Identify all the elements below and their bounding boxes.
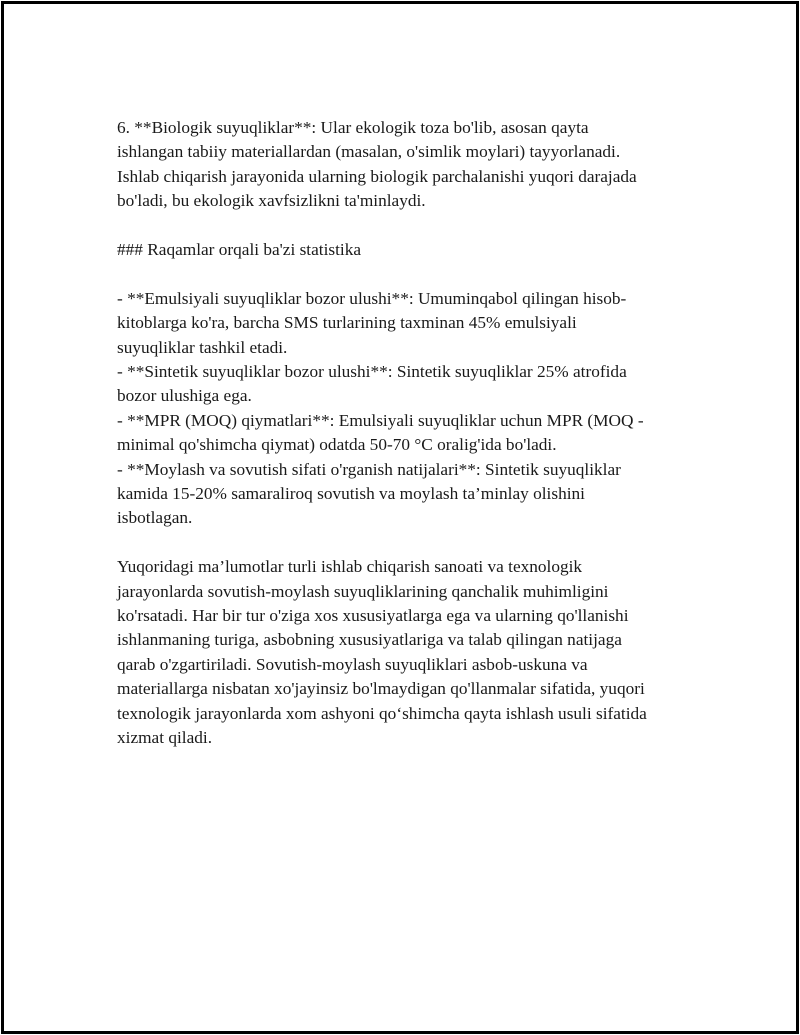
text-line: ko'rsatadi. Har bir tur o'ziga xos xususiyatlarga ega va ularning qo'llanishi xyxy=(117,606,629,626)
text-line: xizmat qiladi. xyxy=(117,728,213,748)
paragraph-biological-fluids xyxy=(117,116,687,214)
list-line: - **Sintetik suyuqliklar bozor ulushi**: Sintetik suyuqliklar 25% atrofida xyxy=(117,362,627,382)
list-line: minimal qo'shimcha qiymat) odatda 50-70 °C oralig'ida bo'ladi. xyxy=(117,435,557,455)
list-line: kitoblarga ko'ra, barcha SMS turlarining taxminan 45% emulsiyali xyxy=(117,313,577,333)
document-body xyxy=(117,116,687,751)
text-line: qarab o'zgartiriladi. Sovutish-moylash suyuqliklari asbob-uskuna va xyxy=(117,654,588,674)
text-line: ishlanmaning turiga, asbobning xususiyatlariga va talab qilingan natijaga xyxy=(117,630,622,650)
list-line: kamida 15-20% samaraliroq sovutish va moylash ta’minlay olishini xyxy=(117,484,585,504)
paragraph-spacer xyxy=(117,262,687,286)
text-line: texnologik jarayonlarda xom ashyoni qo‘shimcha qayta ishlash usuli sifatida xyxy=(117,703,647,723)
text-line: bo'ladi, bu ekologik xavfsizlikni ta'minlaydi. xyxy=(117,191,426,211)
text-line: materiallarga nisbatan xo'jayinsiz bo'lmaydigan qo'llanmalar sifatida, yuqori xyxy=(117,679,645,699)
paragraph-spacer xyxy=(117,531,687,555)
list-line: - **Emulsiyali suyuqliklar bozor ulushi**: Umuminqabol qilingan hisob- xyxy=(117,288,627,308)
text-line: 6. **Biologik suyuqliklar**: Ular ekologik toza bo'lib, asosan qayta xyxy=(117,118,589,137)
statistics-list xyxy=(117,287,687,531)
text-line: jarayonlarda sovutish-moylash suyuqliklarining qanchalik muhimligini xyxy=(117,581,609,601)
list-line: bozor ulushiga ega. xyxy=(117,386,252,406)
text-line: ishlangan tabiiy materiallardan (masalan, o'simlik moylari) tayyorlanadi. xyxy=(117,142,621,162)
section-heading-statistics: ### Raqamlar orqali ba'zi statistika xyxy=(117,240,362,260)
list-line: suyuqliklar tashkil etadi. xyxy=(117,337,288,357)
paragraph-spacer xyxy=(117,214,687,238)
paragraph-conclusion xyxy=(117,555,687,750)
list-line: - **Moylash va sovutish sifati o'rganish natijalari**: Sintetik suyuqliklar xyxy=(117,459,621,479)
text-line: Yuqoridagi ma’lumotlar turli ishlab chiqarish sanoati va texnologik xyxy=(117,557,583,577)
list-line: isbotlagan. xyxy=(117,508,193,528)
text-line: Ishlab chiqarish jarayonida ularning biologik parchalanishi yuqori darajada xyxy=(117,166,637,186)
list-line: - **MPR (MOQ) qiymatlari**: Emulsiyali suyuqliklar uchun MPR (MOQ - xyxy=(117,410,644,430)
